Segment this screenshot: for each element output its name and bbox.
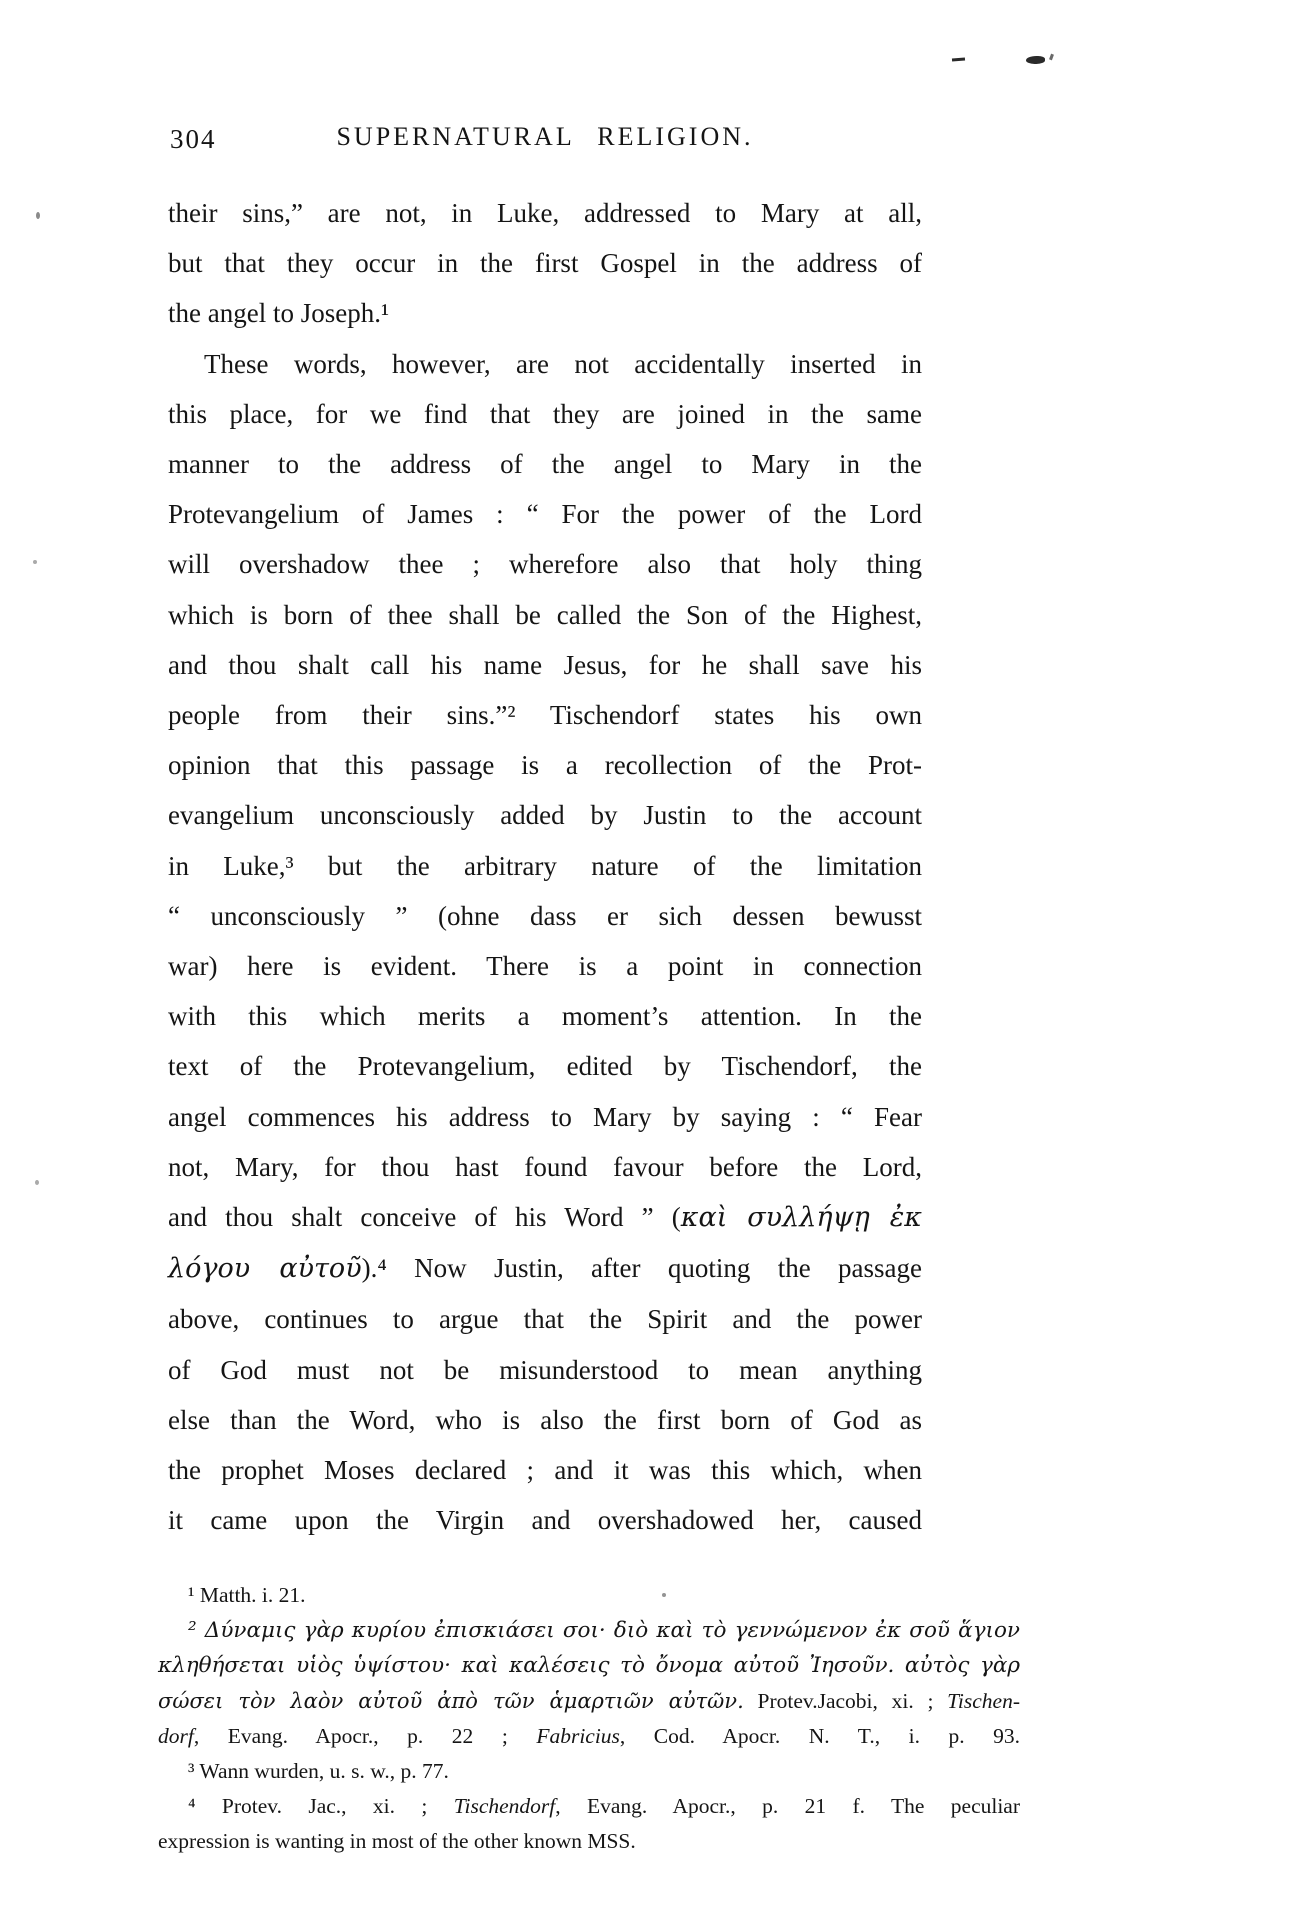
- text-line: of God must not be misunderstood to mean anything: [168, 1354, 922, 1385]
- scan-artifact: [35, 1180, 39, 1185]
- body-text: [168, 188, 922, 1545]
- scan-artifact: [36, 212, 40, 219]
- footnote-line: [158, 1684, 1020, 1719]
- text-line: text of the Protevangelium, edited by Tischendorf, the: [168, 1051, 922, 1082]
- greek-text-segment: σώσει τὸν λαὸν αὐτοῦ ἀπὸ τῶν ἁμαρτιῶν αὐτῶν.: [158, 1688, 744, 1713]
- text-line: people from their sins.”² Tischendorf states his own: [168, 700, 922, 731]
- greek-text-segment: λόγου αὐτοῦ: [168, 1253, 362, 1285]
- footnote-line-greek: κληθήσεται υἱὸς ὑψίστου· καὶ καλέσεις τὸ ὄνομα αὐτοῦ Ἰησοῦν. αὐτὸς γὰρ: [158, 1653, 1020, 1679]
- author-name: Tischen-: [947, 1688, 1021, 1713]
- author-name: Tischendorf: [453, 1794, 556, 1819]
- footnote-line: expression is wanting in most of the other known MSS.: [158, 1829, 636, 1854]
- scan-artifact: [33, 560, 37, 564]
- text-line: in Luke,³ but the arbitrary nature of the limitation: [168, 850, 922, 881]
- text-line: above, continues to argue that the Spirit and the power: [168, 1304, 922, 1335]
- page-number: 304: [170, 124, 217, 154]
- footnote-line-greek: ² Δύναμις γὰρ κυρίου ἐπισκιάσει σοι· διὸ καὶ τὸ γεννώμενον ἐκ σοῦ ἅγιον: [188, 1618, 1020, 1644]
- text-line: the angel to Joseph.¹: [168, 298, 390, 329]
- scan-artifact: [662, 1593, 666, 1597]
- scan-artifact: [1026, 56, 1045, 64]
- text-segment: ).⁴ Now Justin, after quoting the passage: [361, 1253, 922, 1284]
- text-line: war) here is evident. There is a point in connection: [168, 951, 922, 982]
- text-line: which is born of thee shall be called the Son of the Highest,: [168, 599, 922, 630]
- text-line: [168, 1243, 922, 1294]
- citation-segment: , Cod. Apocr. N. T., i. p. 93.: [619, 1723, 1020, 1748]
- footnote-line: ³ Wann wurden, u. s. w., p. 77.: [188, 1759, 449, 1784]
- text-line: manner to the address of the angel to Mary in the: [168, 449, 922, 480]
- text-segment: and thou shalt conceive of his Word ” (: [168, 1202, 681, 1233]
- text-line: not, Mary, for thou hast found favour before the Lord,: [168, 1151, 922, 1182]
- author-name: dorf: [158, 1723, 194, 1748]
- text-line: their sins,” are not, in Luke, addressed to Mary at all,: [168, 198, 922, 228]
- author-name: Fabricius: [536, 1723, 620, 1748]
- footnote-line: [158, 1789, 1020, 1824]
- citation-segment: , Evang. Apocr., p. 21 f. The peculiar: [555, 1794, 1021, 1819]
- footnote-line: [158, 1719, 1020, 1754]
- text-line: it came upon the Virgin and overshadowed her, caused: [168, 1505, 922, 1536]
- text-line: angel commences his address to Mary by saying : “ Fear: [168, 1101, 922, 1132]
- scan-artifact: [952, 58, 965, 62]
- text-line: evangelium unconsciously added by Justin to the account: [168, 800, 922, 831]
- text-line: These words, however, are not accidentally inserted in: [204, 348, 922, 379]
- text-line: Protevangelium of James : “ For the power of the Lord: [168, 499, 922, 530]
- citation-segment: Protev.Jacobi, xi. ;: [757, 1688, 934, 1713]
- text-line: else than the Word, who is also the first born of God as: [168, 1404, 922, 1435]
- running-header: [168, 118, 922, 160]
- text-line: the prophet Moses declared ; and it was this which, when: [168, 1455, 922, 1486]
- citation-segment: , Evang. Apocr., p. 22 ;: [193, 1723, 508, 1748]
- greek-text-segment: καὶ συλλήψῃ ἐκ: [680, 1202, 923, 1234]
- scan-artifact: [1049, 54, 1054, 61]
- text-line: this place, for we find that they are joined in the same: [168, 398, 922, 429]
- running-title: SUPERNATURAL RELIGION.: [336, 122, 754, 151]
- text-line: with this which merits a moment’s attention. In the: [168, 1001, 922, 1032]
- text-line: “ unconsciously ” (ohne dass er sich dessen bewusst: [168, 900, 922, 931]
- text-line: and thou shalt call his name Jesus, for he shall save his: [168, 649, 922, 680]
- citation-segment: ⁴ Protev. Jac., xi. ;: [188, 1794, 428, 1819]
- text-line: [168, 1192, 922, 1243]
- text-line: but that they occur in the first Gospel in the address of: [168, 248, 922, 279]
- footnote-line: ¹ Matth. i. 21.: [188, 1583, 306, 1607]
- footnotes: [158, 1578, 1020, 1860]
- text-line: will overshadow thee ; wherefore also that holy thing: [168, 549, 922, 580]
- text-line: opinion that this passage is a recollection of the Prot-: [168, 750, 922, 781]
